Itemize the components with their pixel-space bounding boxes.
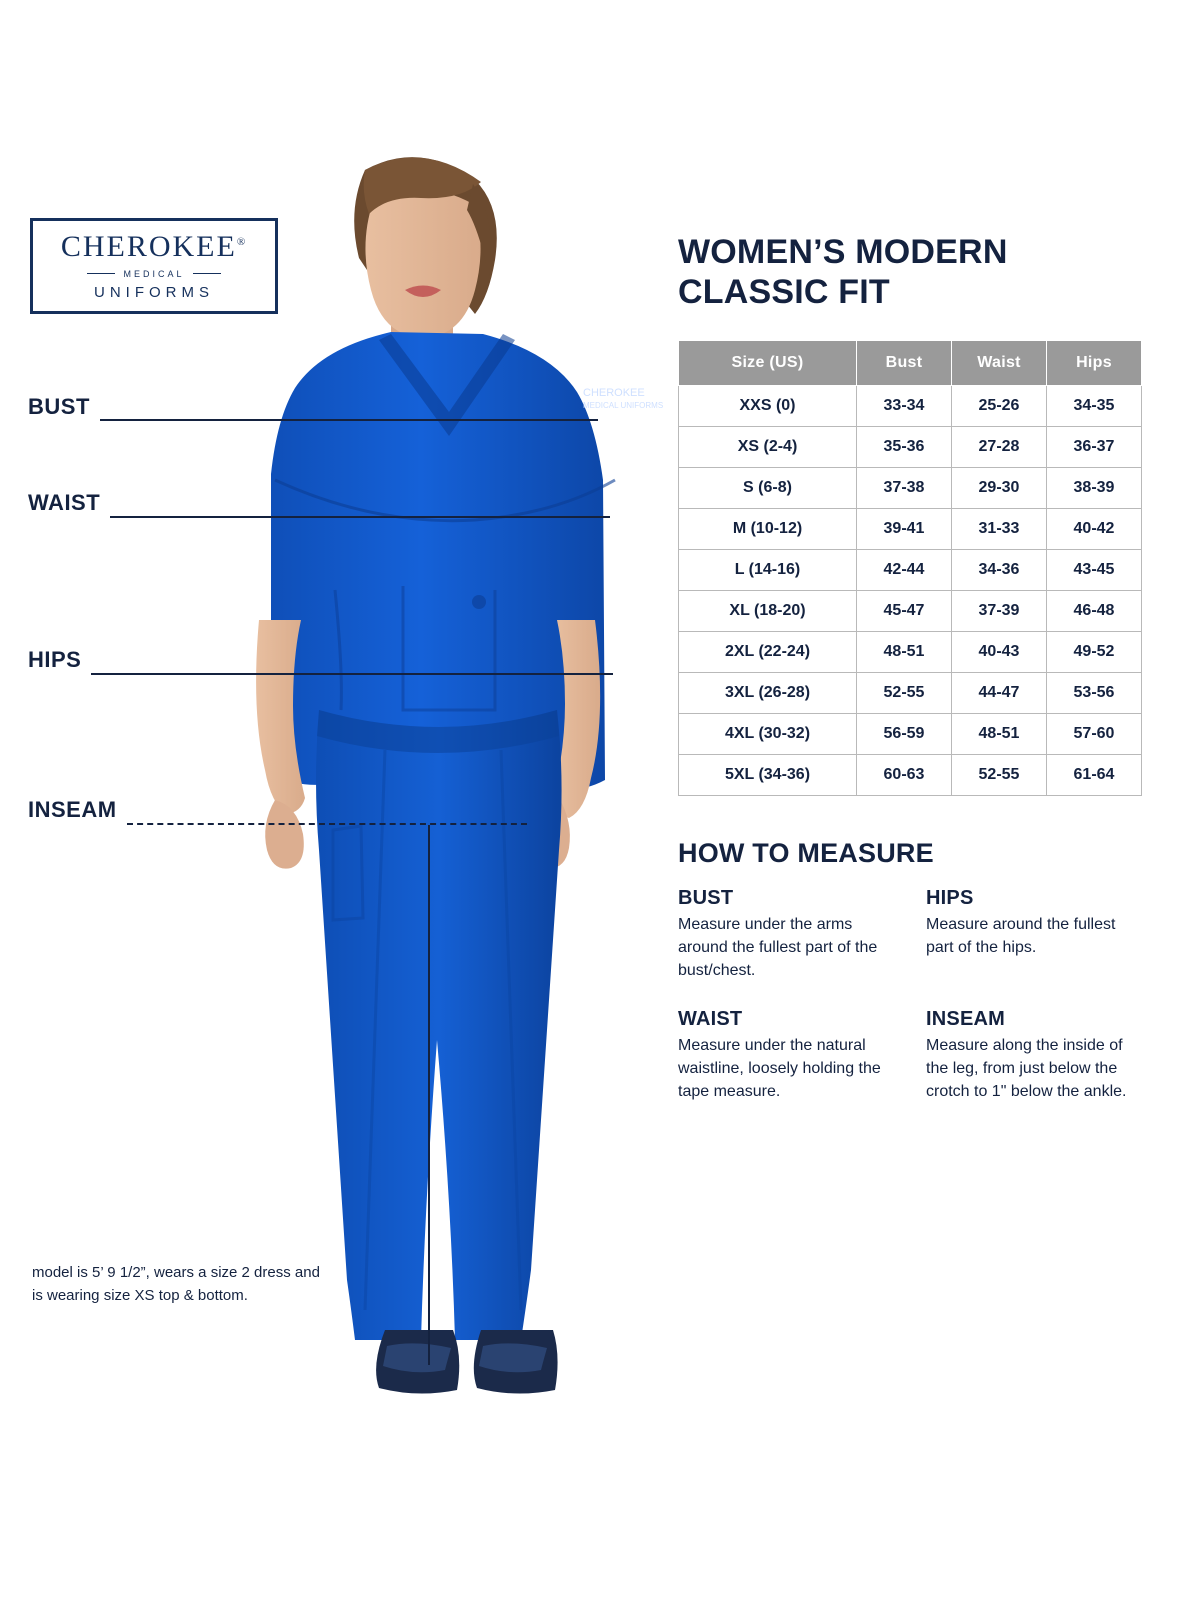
table-row (679, 755, 1142, 796)
guide-label-inseam: INSEAM (28, 797, 117, 822)
guide-label-bust: BUST (28, 393, 90, 419)
cell-bust: 56-59 (857, 714, 952, 755)
cell-size: XXS (0) (679, 386, 857, 427)
cell-size: L (14-16) (679, 550, 857, 591)
table-row (679, 673, 1142, 714)
measure-text-inseam: Measure along the inside of the leg, from just below the crotch to 1" below the ankle. (926, 1037, 1127, 1100)
cell-waist: 37-39 (952, 591, 1047, 632)
cell-hips: 46-48 (1047, 591, 1142, 632)
table-row (679, 468, 1142, 509)
cell-waist: 48-51 (952, 714, 1047, 755)
cell-bust: 52-55 (857, 673, 952, 714)
measurement-guide-bust (28, 392, 598, 421)
cell-waist: 52-55 (952, 755, 1047, 796)
measure-item-bust (678, 887, 926, 982)
guide-label-hips: HIPS (28, 647, 82, 672)
logo-brand-text: CHEROKEE® (60, 229, 248, 263)
table-row (679, 427, 1142, 468)
cell-hips: 43-45 (1047, 550, 1142, 591)
cell-hips: 40-42 (1047, 509, 1142, 550)
cell-hips: 34-35 (1047, 386, 1142, 427)
cell-size: XS (2-4) (679, 427, 857, 468)
cell-size: M (10-12) (679, 509, 857, 550)
cell-bust: 48-51 (857, 632, 952, 673)
table-header-row (679, 341, 1142, 386)
measure-item-waist (678, 1008, 926, 1103)
cell-waist: 25-26 (952, 386, 1047, 427)
column-header-size: Size (US) (679, 341, 857, 386)
cell-waist: 27-28 (952, 427, 1047, 468)
registered-mark: ® (236, 235, 248, 248)
cell-size: 4XL (30-32) (679, 714, 857, 755)
cherokee-logo (30, 218, 278, 314)
cell-bust: 39-41 (857, 509, 952, 550)
measurement-guide-waist (28, 488, 610, 518)
cell-waist: 29-30 (952, 468, 1047, 509)
guide-line-inseam (127, 823, 527, 825)
cell-hips: 38-39 (1047, 468, 1142, 509)
inseam-vertical-line (428, 825, 430, 1365)
guide-line-hips (91, 673, 613, 675)
measure-title-inseam: INSEAM (926, 1008, 1005, 1031)
cell-size: XL (18-20) (679, 591, 857, 632)
cell-hips: 57-60 (1047, 714, 1142, 755)
guide-label-waist: WAIST (28, 490, 101, 515)
measure-title-bust: BUST (678, 887, 734, 910)
table-row (679, 714, 1142, 755)
measurement-guide-hips (28, 645, 613, 675)
cell-size: S (6-8) (679, 468, 857, 509)
cell-hips: 49-52 (1047, 632, 1142, 673)
svg-text:MEDICAL UNIFORMS: MEDICAL UNIFORMS (583, 401, 664, 410)
cell-waist: 40-43 (952, 632, 1047, 673)
how-to-measure-grid (678, 887, 1148, 1103)
guide-line-waist (110, 516, 610, 518)
cell-hips: 53-56 (1047, 673, 1142, 714)
table-row (679, 386, 1142, 427)
table-row (679, 509, 1142, 550)
column-header-waist: Waist (952, 341, 1047, 386)
guide-line-bust (100, 419, 598, 421)
cell-bust: 35-36 (857, 427, 952, 468)
cell-size: 3XL (26-28) (679, 673, 857, 714)
logo-medical-text: MEDICAL (87, 269, 220, 279)
cell-bust: 37-38 (857, 468, 952, 509)
column-header-hips: Hips (1047, 341, 1142, 386)
svg-text:CHEROKEE: CHEROKEE (583, 387, 645, 399)
cell-bust: 42-44 (857, 550, 952, 591)
cell-bust: 33-34 (857, 386, 952, 427)
cell-size: 5XL (34-36) (679, 755, 857, 796)
measure-item-inseam (926, 1008, 1148, 1103)
measure-text-hips: Measure around the fullest part of the hips. (926, 916, 1116, 956)
measurement-guide-inseam (28, 795, 527, 825)
cell-waist: 44-47 (952, 673, 1047, 714)
cell-bust: 45-47 (857, 591, 952, 632)
model-note: model is 5’ 9 1/2”, wears a size 2 dress and is wearing size XS top & bottom. (32, 1264, 320, 1304)
cell-bust: 60-63 (857, 755, 952, 796)
table-row (679, 591, 1142, 632)
cell-hips: 61-64 (1047, 755, 1142, 796)
measure-title-waist: WAIST (678, 1008, 743, 1031)
size-chart-table (678, 340, 1142, 796)
cell-size: 2XL (22-24) (679, 632, 857, 673)
table-row (679, 550, 1142, 591)
measure-item-hips (926, 887, 1148, 982)
page-title: WOMEN’S MODERN CLASSIC FIT (678, 233, 1008, 312)
cell-waist: 31-33 (952, 509, 1047, 550)
table-row (679, 632, 1142, 673)
measure-text-bust: Measure under the arms around the fullest part of the bust/chest. (678, 916, 878, 979)
how-to-measure-heading: HOW TO MEASURE (678, 838, 934, 869)
cell-hips: 36-37 (1047, 427, 1142, 468)
size-chart-panel (678, 232, 1148, 1104)
measure-text-waist: Measure under the natural waistline, loosely holding the tape measure. (678, 1037, 881, 1100)
cell-waist: 34-36 (952, 550, 1047, 591)
logo-uniforms-text: UNIFORMS (94, 283, 214, 301)
column-header-bust: Bust (857, 341, 952, 386)
measure-title-hips: HIPS (926, 887, 974, 910)
